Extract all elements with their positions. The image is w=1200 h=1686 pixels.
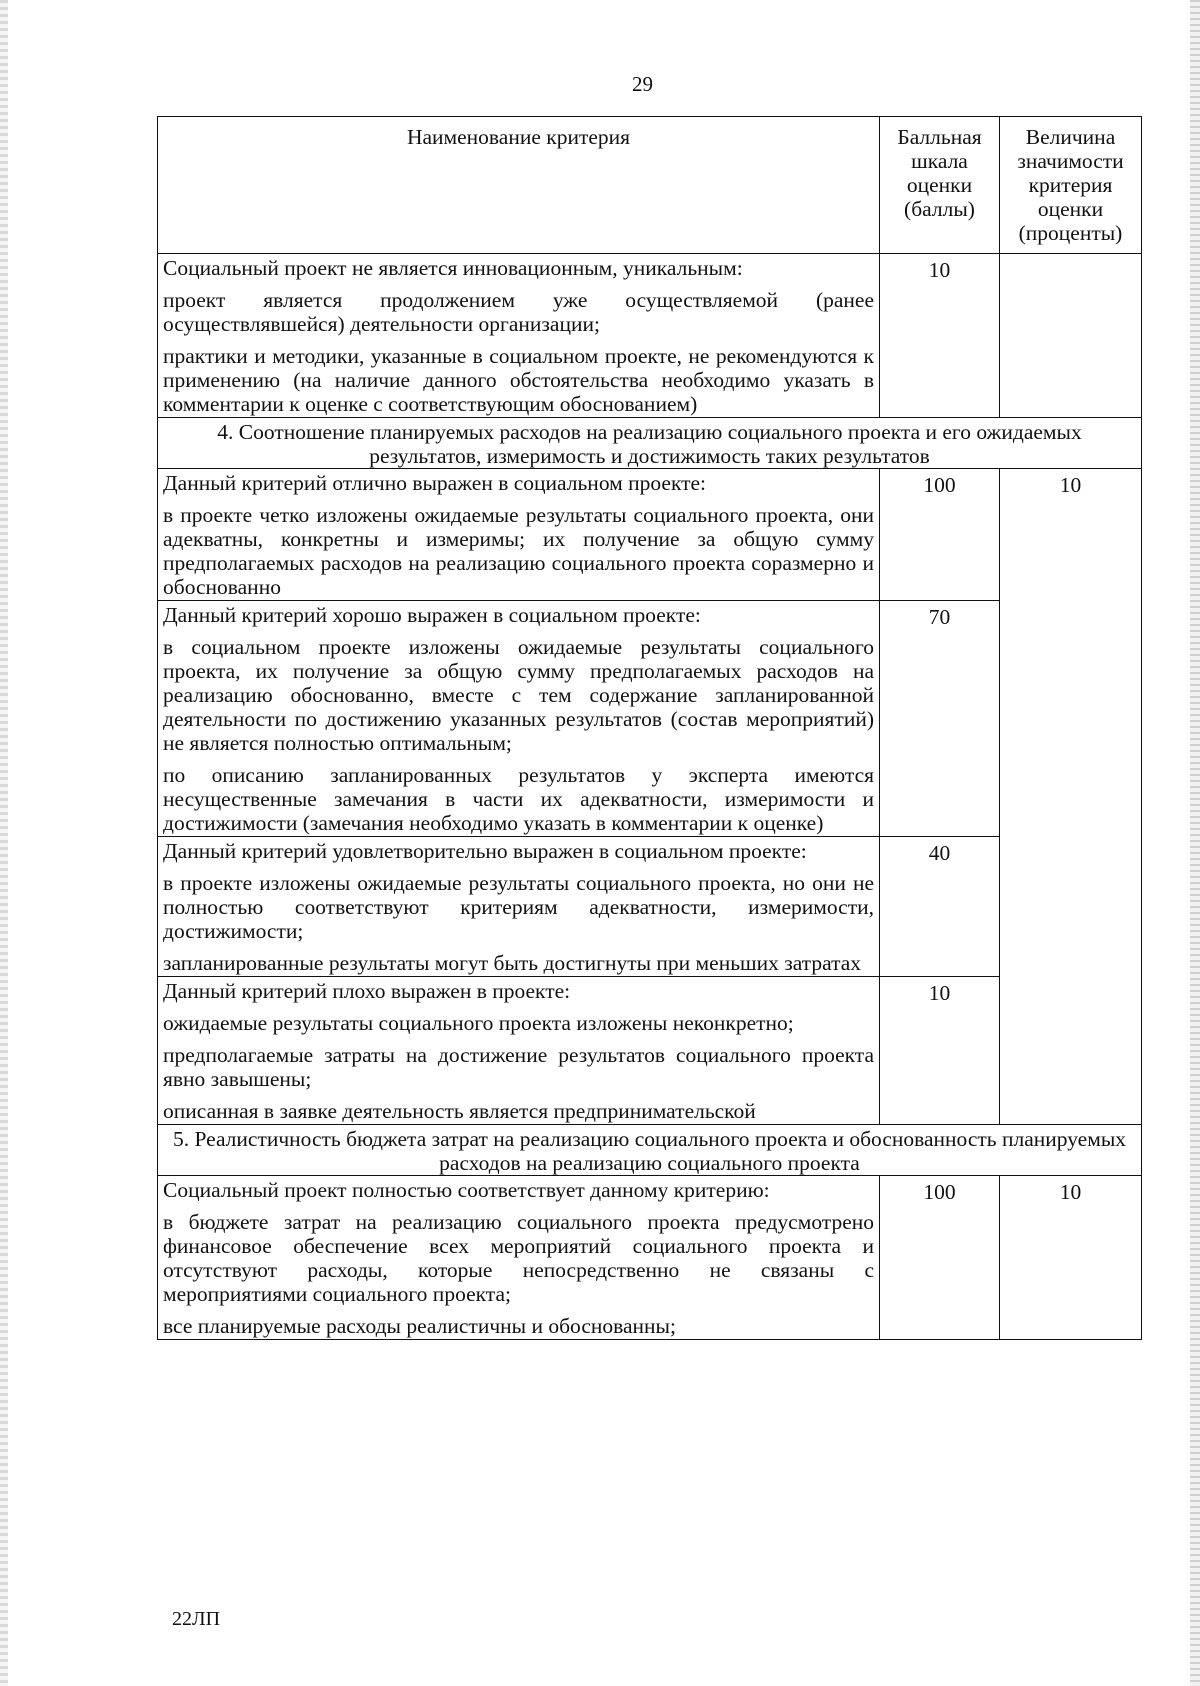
criterion-text: в проекте четко изложены ожидаемые результаты социального проекта, они адекватны, конкретны и измеримы; их получение за общую сумму предполагаемых расходов на реализацию социального проекта соразмерно и обоснованно xyxy=(163,503,874,599)
table-row xyxy=(158,1176,1142,1340)
score-cell: 10 xyxy=(880,977,1000,1125)
section-row xyxy=(158,1125,1142,1176)
score-cell: 100 xyxy=(880,1176,1000,1340)
criterion-text: описанная в заявке деятельность является предпринимательской xyxy=(163,1099,756,1123)
criterion-cell xyxy=(158,1176,880,1340)
criterion-text: проект является продолжением уже осуществляемой (ранее осуществлявшейся) деятельности организации; xyxy=(163,288,874,336)
section-row xyxy=(158,418,1142,469)
criterion-heading: Социальный проект не является инновационным, уникальным: xyxy=(163,256,743,280)
criterion-heading: Данный критерий плохо выражен в проекте: xyxy=(163,979,571,1003)
score-cell: 100 xyxy=(880,469,1000,601)
header-score-scale: Балльная шкала оценки (баллы) xyxy=(880,117,1000,254)
criterion-text: ожидаемые результаты социального проекта изложены неконкретно; xyxy=(163,1011,794,1035)
scan-edge-left xyxy=(0,0,8,1686)
criterion-cell xyxy=(158,601,880,837)
page-number: 29 xyxy=(632,72,653,96)
criterion-heading: Социальный проект полностью соответствует данному критерию: xyxy=(163,1178,770,1202)
footer-code: 22ЛП xyxy=(172,1608,221,1630)
header-criterion-name: Наименование критерия xyxy=(158,117,880,254)
criterion-text: запланированные результаты могут быть достигнуты при меньших затратах xyxy=(163,951,862,975)
table-row xyxy=(158,601,1142,837)
criterion-text: в проекте изложены ожидаемые результаты социального проекта, но они не полностью соответствуют критериям адекватности, измеримости, достижимости; xyxy=(163,871,874,943)
criterion-cell xyxy=(158,977,880,1125)
section-title: 5. Реалистичность бюджета затрат на реализацию социального проекта и обоснованность планируемых расходов на реализацию социального проекта xyxy=(158,1125,1142,1176)
table-row xyxy=(158,837,1142,977)
weight-cell-empty xyxy=(1000,254,1142,418)
criterion-text: предполагаемые затраты на достижение результатов социального проекта явно завышены; xyxy=(163,1043,874,1091)
score-cell: 40 xyxy=(880,837,1000,977)
criterion-text: практики и методики, указанные в социальном проекте, не рекомендуются к применению (на наличие данного обстоятельства необходимо указать в комментарии к оценке с соответствующим обоснованием) xyxy=(163,344,874,416)
criterion-cell xyxy=(158,837,880,977)
header-weight: Величина значимости критерия оценки (проценты) xyxy=(1000,117,1142,254)
table-row xyxy=(158,254,1142,418)
criteria-table xyxy=(157,116,1142,1340)
table-header-row xyxy=(158,117,1142,254)
score-cell: 10 xyxy=(880,254,1000,418)
criterion-cell xyxy=(158,254,880,418)
criterion-text: в бюджете затрат на реализацию социального проекта предусмотрено финансовое обеспечение всех мероприятий социального проекта и отсутствуют расходы, которые непосредственно не связаны с мероприятиями социального проекта; xyxy=(163,1210,874,1306)
score-cell: 70 xyxy=(880,601,1000,837)
criterion-cell xyxy=(158,469,880,601)
scan-edge-right xyxy=(1190,0,1200,1686)
weight-cell: 10 xyxy=(1000,1176,1142,1340)
section-title: 4. Соотношение планируемых расходов на реализацию социального проекта и его ожидаемых результатов, измеримость и достижимость таких результатов xyxy=(158,418,1142,469)
table-row xyxy=(158,469,1142,601)
criterion-text: по описанию запланированных результатов у эксперта имеются несущественные замечания в части их адекватности, измеримости и достижимости (замечания необходимо указать в комментарии к оценке) xyxy=(163,763,874,835)
criterion-heading: Данный критерий отлично выражен в социальном проекте: xyxy=(163,471,707,495)
criterion-text: в социальном проекте изложены ожидаемые результаты социального проекта, их получение за общую сумму предполагаемых расходов на реализацию обоснованно, вместе с тем содержание запланированной деятельности по достижению указанных результатов (состав мероприятий) не является полностью оптимальным; xyxy=(163,635,874,755)
table-row xyxy=(158,977,1142,1125)
criterion-heading: Данный критерий хорошо выражен в социальном проекте: xyxy=(163,603,701,627)
criterion-heading: Данный критерий удовлетворительно выражен в социальном проекте: xyxy=(163,839,807,863)
criterion-text: все планируемые расходы реалистичны и обоснованны; xyxy=(163,1314,676,1338)
weight-cell: 10 xyxy=(1000,469,1142,1125)
